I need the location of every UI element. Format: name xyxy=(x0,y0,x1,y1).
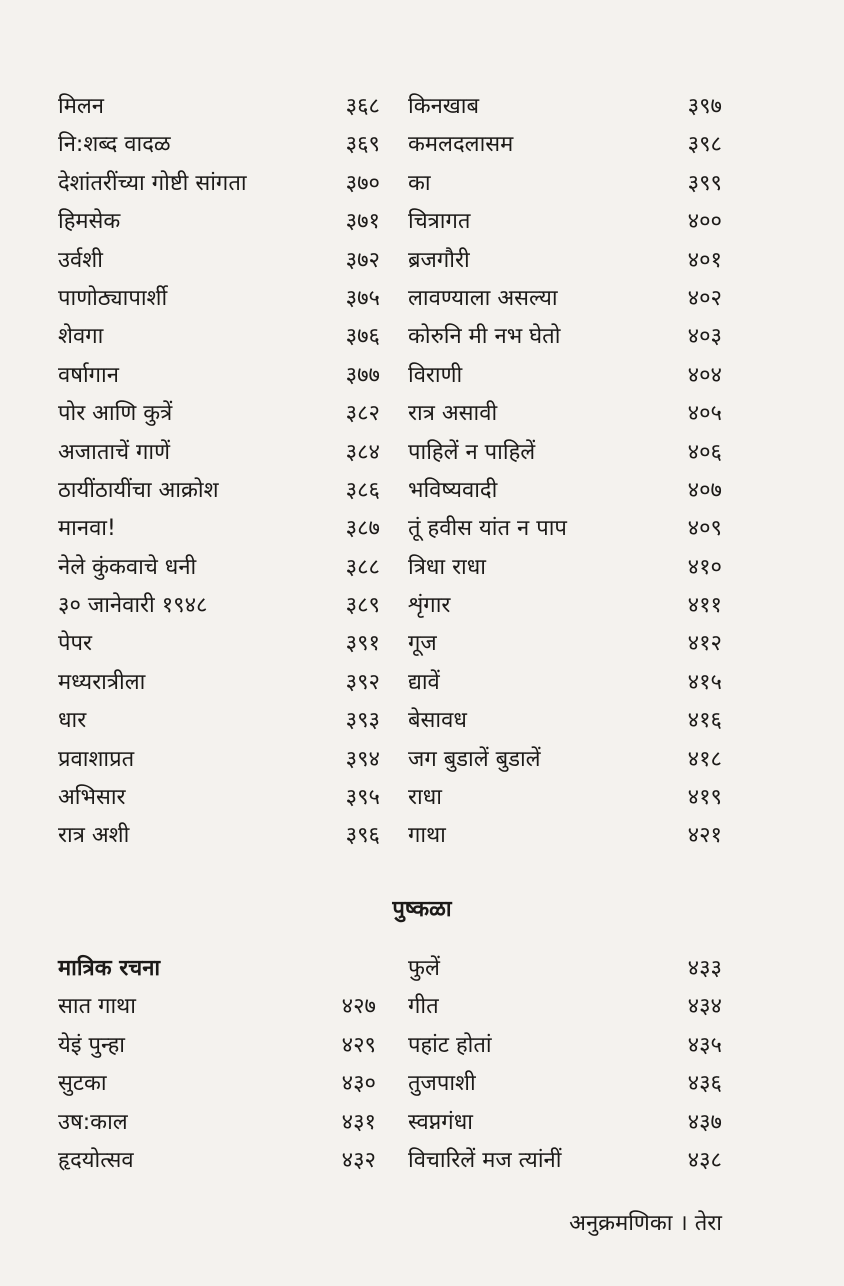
toc-entry xyxy=(58,1027,376,1065)
toc-entry xyxy=(58,988,376,1026)
entry-page: ४३५ xyxy=(687,1032,722,1058)
toc-entry xyxy=(58,88,380,126)
entry-title: का xyxy=(408,170,431,196)
section-title: पुष्कळा xyxy=(392,897,452,922)
toc-entry xyxy=(408,165,722,203)
entry-page: ४२९ xyxy=(341,1032,376,1058)
toc-entry xyxy=(58,1065,376,1103)
toc-entry xyxy=(408,88,722,126)
entry-title: चित्रागत xyxy=(408,209,471,235)
entry-page: ३७६ xyxy=(345,324,380,350)
entry-title: ३० जानेवारी १९४८ xyxy=(58,593,208,619)
toc-entry xyxy=(58,587,380,625)
entry-page: ४३२ xyxy=(341,1147,376,1173)
entry-page: ३७० xyxy=(345,170,380,196)
entry-title: राधा xyxy=(408,785,442,811)
entry-page: ४३० xyxy=(341,1071,376,1097)
toc-entry xyxy=(408,510,722,548)
toc-entry xyxy=(408,950,722,988)
entry-title: स्वप्नगंधा xyxy=(408,1109,473,1135)
entry-page: ४३८ xyxy=(687,1147,722,1173)
entry-page: ३७७ xyxy=(345,362,380,388)
entry-page: ४३१ xyxy=(341,1109,376,1135)
toc-column-left-part2 xyxy=(58,950,376,1180)
entry-title: ब्रजगौरी xyxy=(408,247,470,273)
entry-page: ४१० xyxy=(687,554,722,580)
entry-page: ४३४ xyxy=(687,994,722,1020)
entry-title: द्यावें xyxy=(408,669,440,695)
subsection-heading-text: मात्रिक रचना xyxy=(58,956,161,981)
entry-title: पाणोठ्यापार्शी xyxy=(58,285,168,311)
entry-page: ३९१ xyxy=(345,631,380,657)
entry-title: शेवगा xyxy=(58,324,104,350)
entry-page: ३९६ xyxy=(345,823,380,849)
toc-entry xyxy=(58,664,380,702)
entry-page: ४०१ xyxy=(687,247,722,273)
toc-entry xyxy=(58,817,380,855)
toc-entry xyxy=(408,203,722,241)
entry-title: सुटका xyxy=(58,1071,107,1097)
entry-page: ४३७ xyxy=(687,1109,722,1135)
toc-entry xyxy=(58,1142,376,1180)
entry-title: गीत xyxy=(408,994,439,1020)
entry-title: रात्र अशी xyxy=(58,823,130,849)
toc-entry xyxy=(58,280,380,318)
toc-entry xyxy=(58,779,380,817)
entry-page: ४१९ xyxy=(687,785,722,811)
entry-title: उर्वशी xyxy=(58,247,103,273)
toc-entry xyxy=(408,1027,722,1065)
entry-page: ३६८ xyxy=(345,94,380,119)
entry-page: ३९७ xyxy=(687,94,722,119)
toc-entry xyxy=(408,1065,722,1103)
toc-entry xyxy=(58,165,380,203)
entry-page: ४०० xyxy=(687,209,722,235)
entry-title: लावण्याला असल्या xyxy=(408,285,558,311)
entry-title: गाथा xyxy=(408,823,446,849)
entry-page: ३६९ xyxy=(345,132,380,158)
entry-page: ३८२ xyxy=(345,401,380,427)
toc-entry xyxy=(58,625,380,663)
entry-page: ४०७ xyxy=(687,477,722,503)
entry-title: पोर आणि कुत्रें xyxy=(58,401,173,427)
toc-entry xyxy=(58,510,380,548)
entry-page: ३९२ xyxy=(345,669,380,695)
entry-title: वर्षागान xyxy=(58,362,119,388)
toc-entry xyxy=(408,779,722,817)
toc-entry xyxy=(58,203,380,241)
entry-page: ३९५ xyxy=(345,785,380,811)
entry-title: विराणी xyxy=(408,362,463,388)
entry-page: ४१२ xyxy=(687,631,722,657)
toc-entry xyxy=(408,702,722,740)
toc-entry xyxy=(408,126,722,164)
entry-title: त्रिधा राधा xyxy=(408,554,486,580)
entry-page: ३९४ xyxy=(345,746,380,772)
toc-entry xyxy=(408,318,722,356)
toc-entry xyxy=(58,395,380,433)
toc-entry xyxy=(408,587,722,625)
page-footer: अनुक्रमणिका । तेरा xyxy=(569,1211,722,1236)
entry-page: ४०९ xyxy=(687,516,722,542)
entry-page: ४१५ xyxy=(687,669,722,695)
entry-title: तुजपाशी xyxy=(408,1071,476,1097)
toc-entry xyxy=(58,472,380,510)
entry-title: पहांट होतां xyxy=(408,1032,492,1058)
entry-title: फुलें xyxy=(408,956,440,981)
subsection-heading xyxy=(58,950,376,988)
entry-title: जग बुडालें बुडालें xyxy=(408,746,541,772)
toc-entry xyxy=(58,357,380,395)
toc-entry xyxy=(58,702,380,740)
entry-title: कोरुनि मी नभ घेतो xyxy=(408,324,561,350)
entry-title: पाहिलें न पाहिलें xyxy=(408,439,536,465)
entry-page: ४११ xyxy=(687,593,722,619)
entry-title: हृदयोत्सव xyxy=(58,1147,134,1173)
toc-entry xyxy=(408,625,722,663)
entry-title: नेले कुंकवाचे धनी xyxy=(58,554,197,580)
entry-title: तूं हवीस यांत न पाप xyxy=(408,516,567,542)
toc-entry xyxy=(408,357,722,395)
entry-page: ४०५ xyxy=(687,401,722,427)
entry-page: ३९३ xyxy=(345,708,380,734)
toc-entry xyxy=(408,280,722,318)
entry-title: मध्यरात्रीला xyxy=(58,669,146,695)
toc-column-right xyxy=(408,88,722,856)
entry-title: धार xyxy=(58,708,87,734)
entry-page: ४१८ xyxy=(687,746,722,772)
entry-title: ठायींठायींचा आक्रोश xyxy=(58,477,219,503)
toc-entry xyxy=(408,1142,722,1180)
entry-page: ३९९ xyxy=(687,170,722,196)
entry-page: ३८६ xyxy=(345,477,380,503)
entry-page: ४२१ xyxy=(687,823,722,849)
entry-page: ३७२ xyxy=(345,247,380,273)
entry-title: कमलदलासम xyxy=(408,132,514,158)
toc-entry xyxy=(58,242,380,280)
entry-page: ३८७ xyxy=(345,516,380,542)
toc-entry xyxy=(58,434,380,472)
toc-entry xyxy=(408,817,722,855)
toc-entry xyxy=(408,664,722,702)
entry-title: पेपर xyxy=(58,631,92,657)
entry-title: प्रवाशाप्रत xyxy=(58,746,135,772)
entry-title: मिलन xyxy=(58,94,104,119)
entry-page: ३८९ xyxy=(345,593,380,619)
entry-page: ४३३ xyxy=(687,956,722,981)
entry-page: ३८८ xyxy=(345,554,380,580)
entry-page: ३८४ xyxy=(345,439,380,465)
entry-title: उष:काल xyxy=(58,1109,128,1135)
entry-title: देशांतरींच्या गोष्टी सांगता xyxy=(58,170,247,196)
toc-entry xyxy=(58,318,380,356)
toc-entry xyxy=(408,741,722,779)
toc-entry xyxy=(58,1104,376,1142)
toc-column-left xyxy=(58,88,380,856)
entry-title: मानवा! xyxy=(58,516,116,542)
entry-title: हिमसेक xyxy=(58,209,121,235)
toc-entry xyxy=(58,549,380,587)
toc-column-right-part2 xyxy=(408,950,722,1180)
entry-page: ४२७ xyxy=(341,994,376,1020)
toc-entry xyxy=(408,395,722,433)
entry-title: किनखाब xyxy=(408,94,480,119)
entry-title: बेसावध xyxy=(408,708,467,734)
toc-entry xyxy=(408,434,722,472)
toc-entry xyxy=(58,126,380,164)
entry-title: अभिसार xyxy=(58,785,126,811)
entry-title: नि:शब्द वादळ xyxy=(58,132,171,158)
toc-entry xyxy=(408,242,722,280)
entry-title: रात्र असावी xyxy=(408,401,498,427)
entry-page: ४०४ xyxy=(687,362,722,388)
entry-title: येइं पुन्हा xyxy=(58,1032,126,1058)
entry-title: विचारिलें मज त्यांनीं xyxy=(408,1147,562,1173)
entry-page: ३७१ xyxy=(345,209,380,235)
entry-title: शृंगार xyxy=(408,593,451,619)
entry-title: सात गाथा xyxy=(58,994,136,1020)
entry-page: ४०६ xyxy=(687,439,722,465)
entry-page: ४०३ xyxy=(687,324,722,350)
toc-entry xyxy=(408,472,722,510)
entry-title: अजाताचें गाणें xyxy=(58,439,171,465)
entry-page: ३७५ xyxy=(345,285,380,311)
entry-title: भविष्यवादी xyxy=(408,477,498,503)
entry-page: ४१६ xyxy=(687,708,722,734)
toc-entry xyxy=(408,1104,722,1142)
toc-entry xyxy=(408,988,722,1026)
entry-page: ३९८ xyxy=(687,132,722,158)
toc-entry xyxy=(58,741,380,779)
toc-entry xyxy=(408,549,722,587)
entry-page: ४३६ xyxy=(687,1071,722,1097)
entry-title: गूज xyxy=(408,631,437,657)
entry-page: ४०२ xyxy=(687,285,722,311)
